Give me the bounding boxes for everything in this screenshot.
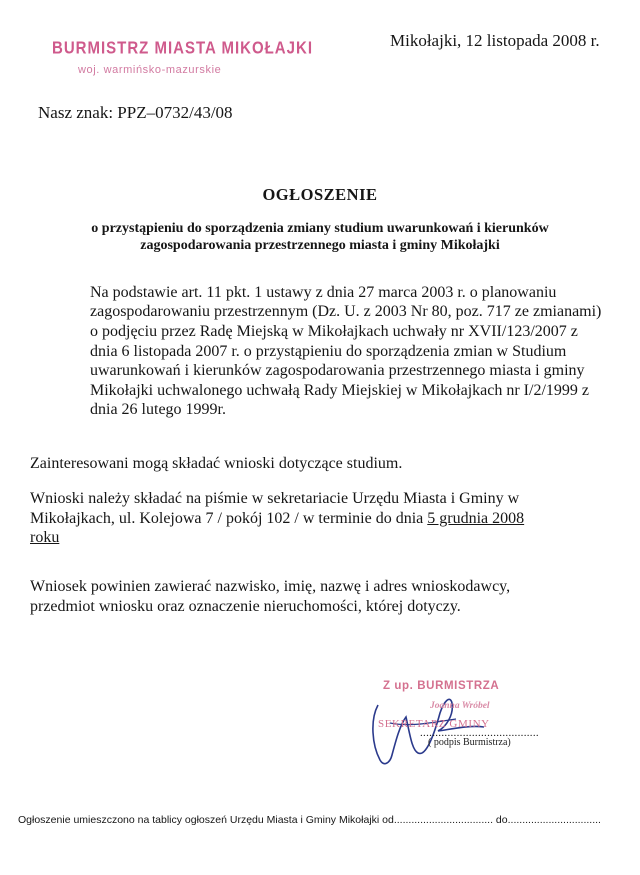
subtitle-line: o przystąpieniu do sporządzenia zmiany studium uwarunkowań i kierunków <box>91 221 549 236</box>
paragraph-line <box>30 528 606 548</box>
paragraph-line: przedmiot wniosku oraz oznaczenie nieruchomości, której dotyczy. <box>30 597 461 615</box>
paragraph-requirements <box>30 577 610 616</box>
posting-footer: Ogłoszenie umieszczono na tablicy ogłoszeń Urzędu Miasta i Gminy Mikołajki od.................................. do................................ <box>18 814 601 826</box>
paragraph-line: uwarunkowań i kierunków zagospodarowania przestrzennego miasta i gminy <box>90 362 585 379</box>
signature-stamp-authority: Z up. BURMISTRZA <box>383 680 500 692</box>
official-stamp-region: woj. warmińsko-mazurskie <box>78 64 222 76</box>
signature-caption: ( podpis Burmistrza) <box>428 737 511 748</box>
paragraph-line: Na podstawie art. 11 pkt. 1 ustawy z dnia 27 marca 2003 r. o planowaniu <box>90 284 557 301</box>
document-subtitle <box>60 220 580 254</box>
document-title: OGŁOSZENIE <box>262 185 378 204</box>
paragraph-line: dnia 6 listopada 2007 r. o przystąpieniu do sporządzenia zmian w Studium <box>90 342 567 360</box>
signature-line: ....................................... <box>420 727 539 739</box>
paragraph-legal-basis-cont <box>90 302 608 322</box>
signature-stamp-name: Joanna Wróbel <box>430 701 490 711</box>
paragraph-legal-basis <box>90 283 608 303</box>
document-date: Mikołajki, 12 listopada 2008 r. <box>390 31 600 50</box>
subtitle-line: zagospodarowania przestrzennego miasta i gminy Mikołajki <box>140 238 500 253</box>
paragraph-line <box>30 509 606 529</box>
official-stamp-title: BURMISTRZ MIASTA MIKOŁAJKI <box>52 38 313 59</box>
submission-deadline: 5 grudnia 2008 <box>427 509 525 527</box>
paragraph-line: Wniosek powinien zawierać nazwisko, imię, nazwę i adres wnioskodawcy, <box>30 578 511 595</box>
paragraph-line: Wnioski należy składać na piśmie w sekretariacie Urzędu Miasta i Gminy w <box>30 490 520 507</box>
paragraph-line: Mikołajki uchwalonego uchwałą Rady Miejskiej w Mikołajkach nr I/2/1999 z <box>90 381 589 399</box>
paragraph-line: zagospodarowaniu przestrzennym (Dz. U. z 2003 Nr 80, poz. 717 ze zmianami) <box>90 303 602 320</box>
paragraph-legal-basis-cont <box>90 322 610 420</box>
reference-number: Nasz znak: PPZ–0732/43/08 <box>38 103 233 122</box>
submission-deadline-year: roku <box>30 529 60 546</box>
submission-location: Mikołajkach, ul. Kolejowa 7 / pokój 102 / w terminie do dnia <box>30 509 428 527</box>
paragraph-interested-parties: Zainteresowani mogą składać wnioski dotyczące studium. <box>30 455 403 472</box>
paragraph-line: o podjęciu przez Radę Miejską w Mikołajkach uchwały nr XVII/123/2007 z <box>90 323 578 340</box>
paragraph-submission <box>30 489 606 548</box>
signature-stamp-role: SEKRETARZ GMINY <box>378 718 490 730</box>
paragraph-line: dnia 26 lutego 1999r. <box>90 401 226 418</box>
